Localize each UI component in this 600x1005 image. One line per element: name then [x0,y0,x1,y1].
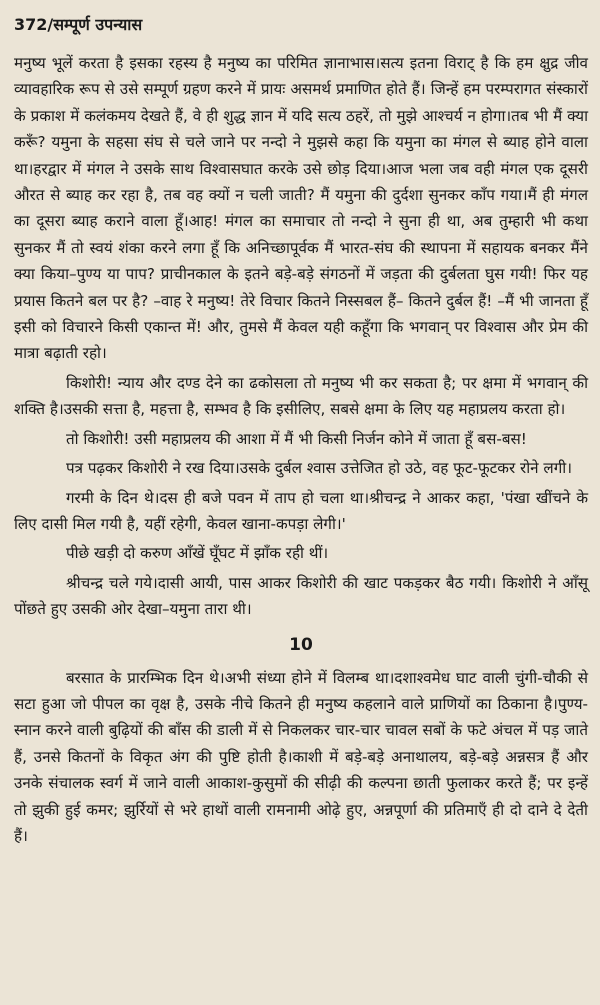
paragraph: मनुष्य भूलें करता है इसका रहस्य है मनुष्य का परिमित ज्ञानाभास।सत्य इतना विराट् है कि हम क्षुद्र जीव व्यावहारिक रूप से उसे सम्पूर्ण ग्रहण करने में प्रायः असमर्थ प्रमाणित होते हैं। जिन्हें हम परम्परागत संस्कारों के प्रकाश में कलंकमय देखते हैं, वे ही शुद्ध ज्ञान में यदि सत्य ठहरें, तो मुझे आश्चर्य न होगा।तब भी मैं क्या करूँ? यमुना के सहसा संघ से चले जाने पर नन्दो ने मुझसे कहा कि यमुना का मंगल से ब्याह होने वाला था।हरद्वार में मंगल ने उसके साथ विश्वासघात करके उसे छोड़ दिया।आज भला जब वही मंगल एक दूसरी औरत से ब्याह कर रहा है, तब वह क्यों न चली जाती? मैं यमुना की दुर्दशा सुनकर काँप गया।मैं ही मंगल का दूसरा ब्याह कराने वाला हूँ।आह! मंगल का समाचार तो नन्दो ने सुना ही था, अब तुम्हारी भी कथा सुनकर मैं तो स्वयं शंका करने लगा हूँ कि अनिच्छापूर्वक मैं भारत-संघ की स्थापना में सहायक बनकर मैंने क्या किया–पुण्य या पाप? प्राचीनकाल के इतने बड़े-बड़े संगठनों में जड़ता की दुर्बलता घुस गयी! फिर यह प्रयास कितने बल पर है? –वाह रे मनुष्य! तेरे विचार कितने निस्सबल हैं– कितने दुर्बल हैं! –मैं भी जानता हूँ इसी को विचारने किसी एकान्त में! और, तुमसे मैं केवल यही कहूँगा कि भगवान् पर विश्वास और प्रेम की मात्रा बढ़ाती रहो। [14,54,588,363]
paragraph: बरसात के प्रारम्भिक दिन थे।अभी संध्या होने में विलम्ब था।दशाश्वमेध घाट वाली चुंगी-चौकी से सटा हुआ जो पीपल का वृक्ष है, उसके नीचे कितने ही मनुष्य कहलाने वाले प्राणियों का ठिकाना है।पुण्य-स्नान करने वाली बुढ़ियों की बाँस की डाली में से निकलकर चार-चार चावल सबों के फटे अंचल में पड़ जाते हैं, उनसे कितनों के विकृत अंग की पुष्टि होती है।काशी में बड़े-बड़े अनाथालय, बड़े-बड़े अन्नसत्र हैं और उनके संचालक स्वर्ग में जाने वाली आकाश-कुसुमों की सीढ़ी की कल्पना छाती फुलाकर करते हैं; पर इन्हें तो झुकी हुई कमर; झुर्रियों से भरे हाथों वाली रामनामी ओढ़े हुए, अन्नपूर्णा की प्रतिमाएँ ही दो दाने दे देती हैं। [14,668,588,845]
paragraph: पत्र पढ़कर किशोरी ने रख दिया।उसके दुर्बल श्वास उत्तेजित हो उठे, वह फूट-फूटकर रोने लगी। [66,459,572,478]
paragraph: किशोरी! न्याय और दण्ड देने का ढकोसला तो मनुष्य भी कर सकता है; पर क्षमा में भगवान् की शक्ति है।उसकी सत्ता है, महत्ता है, सम्भव है कि इसीलिए, सबसे क्षमा के लिए यह महाप्रलय करता हो। [14,373,588,419]
paragraph: तो किशोरी! उसी महाप्रलय की आशा में मैं भी किसी निर्जन कोने में जाता हूँ बस-बस! [66,429,527,448]
paragraph: गरमी के दिन थे।दस ही बजे पवन में ताप हो चला था।श्रीचन्द्र ने आकर कहा, 'पंखा खींचने के लिए दासी मिल गयी है, यहीं रहेगी, केवल खाना-कपड़ा लेगी।' [14,488,588,533]
paragraph: पीछे खड़ी दो करुण आँखें घूँघट में झाँक रही थीं। [66,544,329,563]
paragraph: श्रीचन्द्र चले गये।दासी आयी, पास आकर किशोरी की खाट पकड़कर बैठ गयी। किशोरी ने आँसू पोंछते हुए उसकी ओर देखा–यमुना तारा थी। [14,573,588,619]
page-header: 372/सम्पूर्ण उपन्यास [14,15,143,34]
chapter-number: 10 [289,634,313,655]
